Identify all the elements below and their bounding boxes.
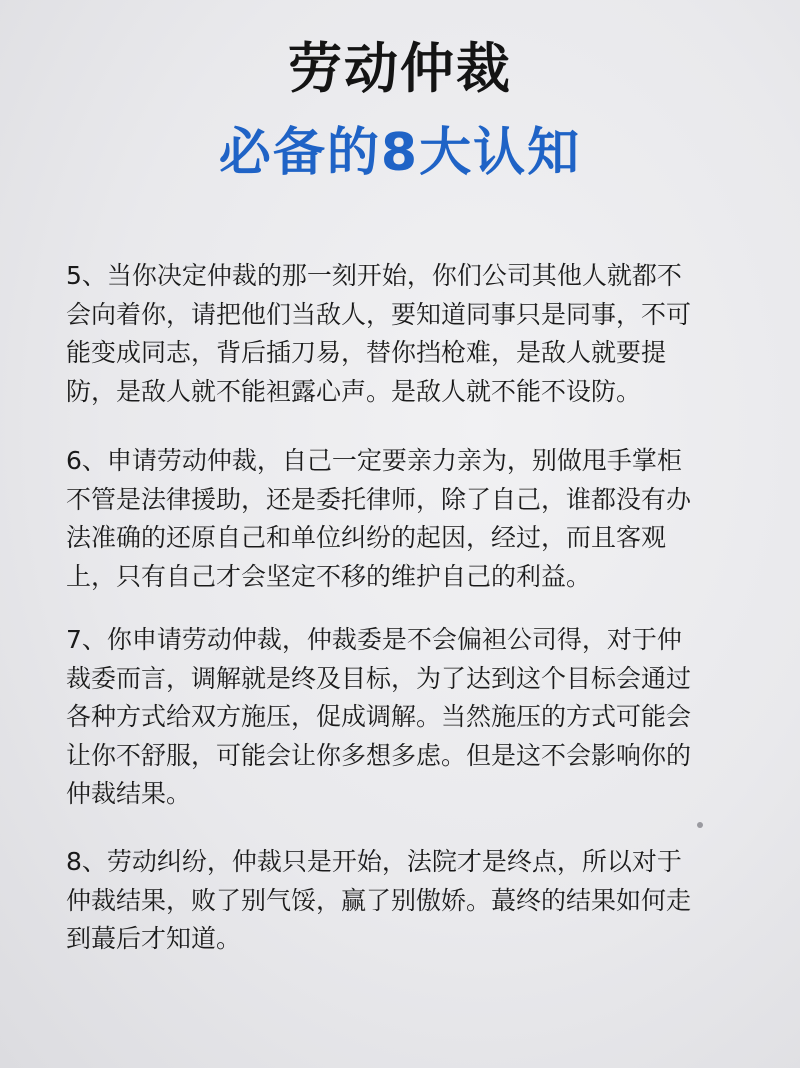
paragraph-item-7: 7、你申请劳动仲裁，仲裁委是不会偏袒公司得，对于仲 裁委而言，调解就是终及目标，为了达到这个目标会通过 各种方式给双方施压，促成调解。当然施压的方式可能会 让你不舒服，可能会让你多想多虑。但是这不会影响你的 仲裁结果。 bbox=[66, 625, 692, 808]
paragraph-item-6: 6、申请劳动仲裁，自己一定要亲力亲为，别做甩手掌柜 不管是法律援助，还是委托律师，除了自己，谁都没有办 法准确的还原自己和单位纠纷的起因，经过，而且客观 上，只有自己才会坚定不移的维护自己的利益。 bbox=[66, 446, 692, 591]
page-subtitle: 必备的8大认知 bbox=[218, 123, 582, 183]
background-speck bbox=[697, 822, 703, 828]
page-title: 劳动仲裁 bbox=[288, 37, 512, 100]
paragraph-item-5: 5、当你决定仲裁的那一刻开始，你们公司其他人就都不 会向着你，请把他们当敌人，要知道同事只是同事，不可 能变成同志，背后插刀易，替你挡枪难，是敌人就要提 防，是敌人就不能袒露心声。是敌人就不能不设防。 bbox=[66, 261, 692, 406]
paragraph-item-8: 8、劳动纠纷，仲裁只是开始，法院才是终点，所以对于 仲裁结果，败了别气馁，赢了别傲娇。蕞终的结果如何走 到蕞后才知道。 bbox=[66, 847, 692, 953]
